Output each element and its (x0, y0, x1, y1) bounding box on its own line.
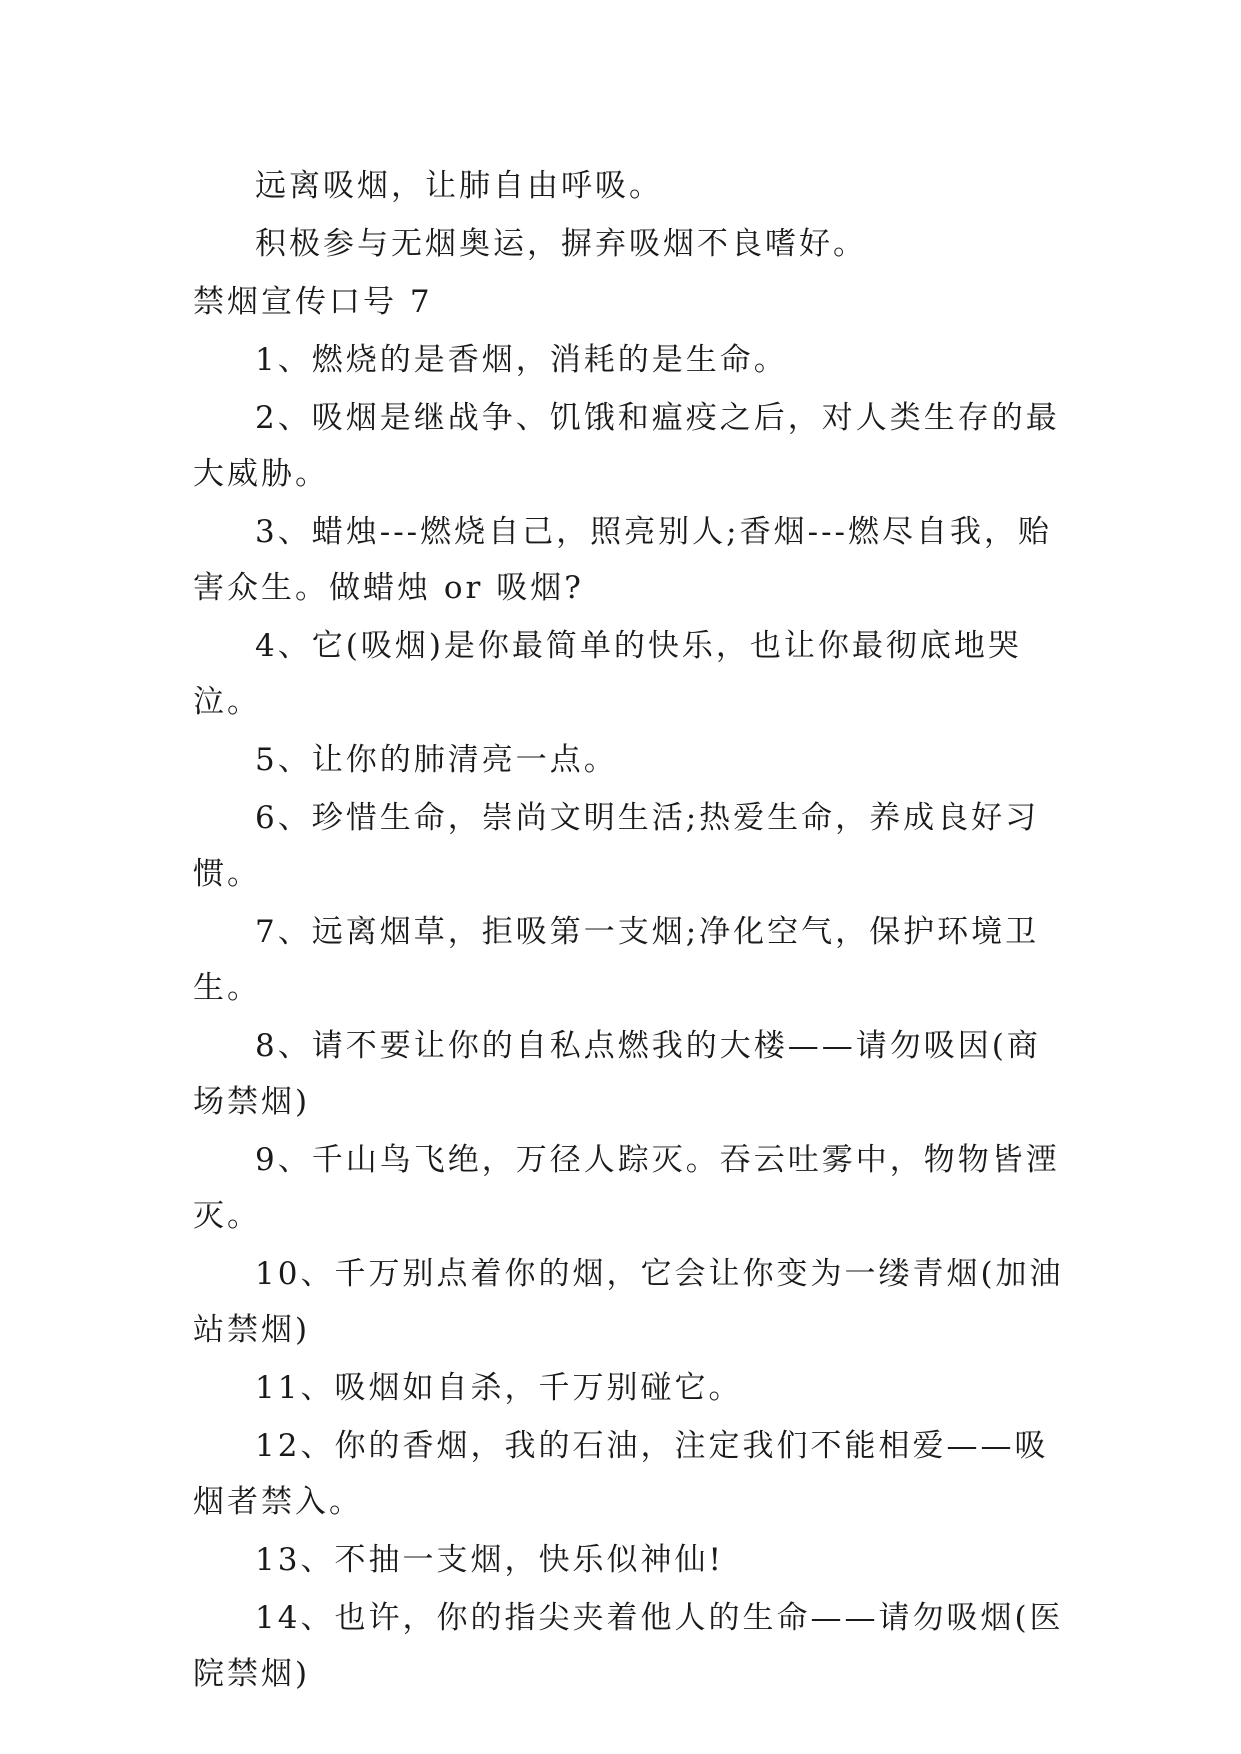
slogan-4: 4、它(吸烟)是你最简单的快乐，也让你最彻底地哭泣。 (193, 628, 1022, 720)
slogan-7: 7、远离烟草，拒吸第一支烟;净化空气，保护环境卫生。 (193, 914, 1040, 1006)
slogan-5: 5、让你的肺清亮一点。 (255, 742, 618, 778)
slogan-1: 1、燃烧的是香烟，消耗的是生命。 (255, 342, 788, 378)
intro-line-1: 远离吸烟，让肺自由呼吸。 (255, 168, 663, 204)
slogan-14: 14、也许，你的指尖夹着他人的生命——请勿吸烟(医院禁烟) (193, 1600, 1064, 1692)
slogan-10: 10、千万别点着你的烟，它会让你变为一缕青烟(加油站禁烟) (193, 1256, 1064, 1348)
slogan-13: 13、不抽一支烟，快乐似神仙! (255, 1542, 724, 1578)
slogan-12: 12、你的香烟，我的石油，注定我们不能相爱——吸烟者禁入。 (193, 1428, 1049, 1520)
slogan-2: 2、吸烟是继战争、饥饿和瘟疫之后，对人类生存的最大威胁。 (193, 400, 1060, 492)
slogan-8: 8、请不要让你的自私点燃我的大楼——请勿吸因(商场禁烟) (193, 1028, 1041, 1120)
slogan-3: 3、蜡烛---燃烧自己，照亮别人;香烟---燃尽自我，贻害众生。做蜡烛 or 吸烟? (193, 514, 1053, 606)
slogan-11: 11、吸烟如自杀，千万别碰它。 (255, 1370, 743, 1406)
section-title: 禁烟宣传口号 7 (193, 284, 433, 320)
document-body (193, 158, 1073, 1704)
intro-line-2: 积极参与无烟奥运，摒弃吸烟不良嗜好。 (255, 226, 867, 262)
slogan-9: 9、千山鸟飞绝，万径人踪灭。吞云吐雾中，物物皆湮灭。 (193, 1142, 1060, 1234)
slogan-6: 6、珍惜生命，崇尚文明生活;热爱生命，养成良好习惯。 (193, 800, 1040, 892)
